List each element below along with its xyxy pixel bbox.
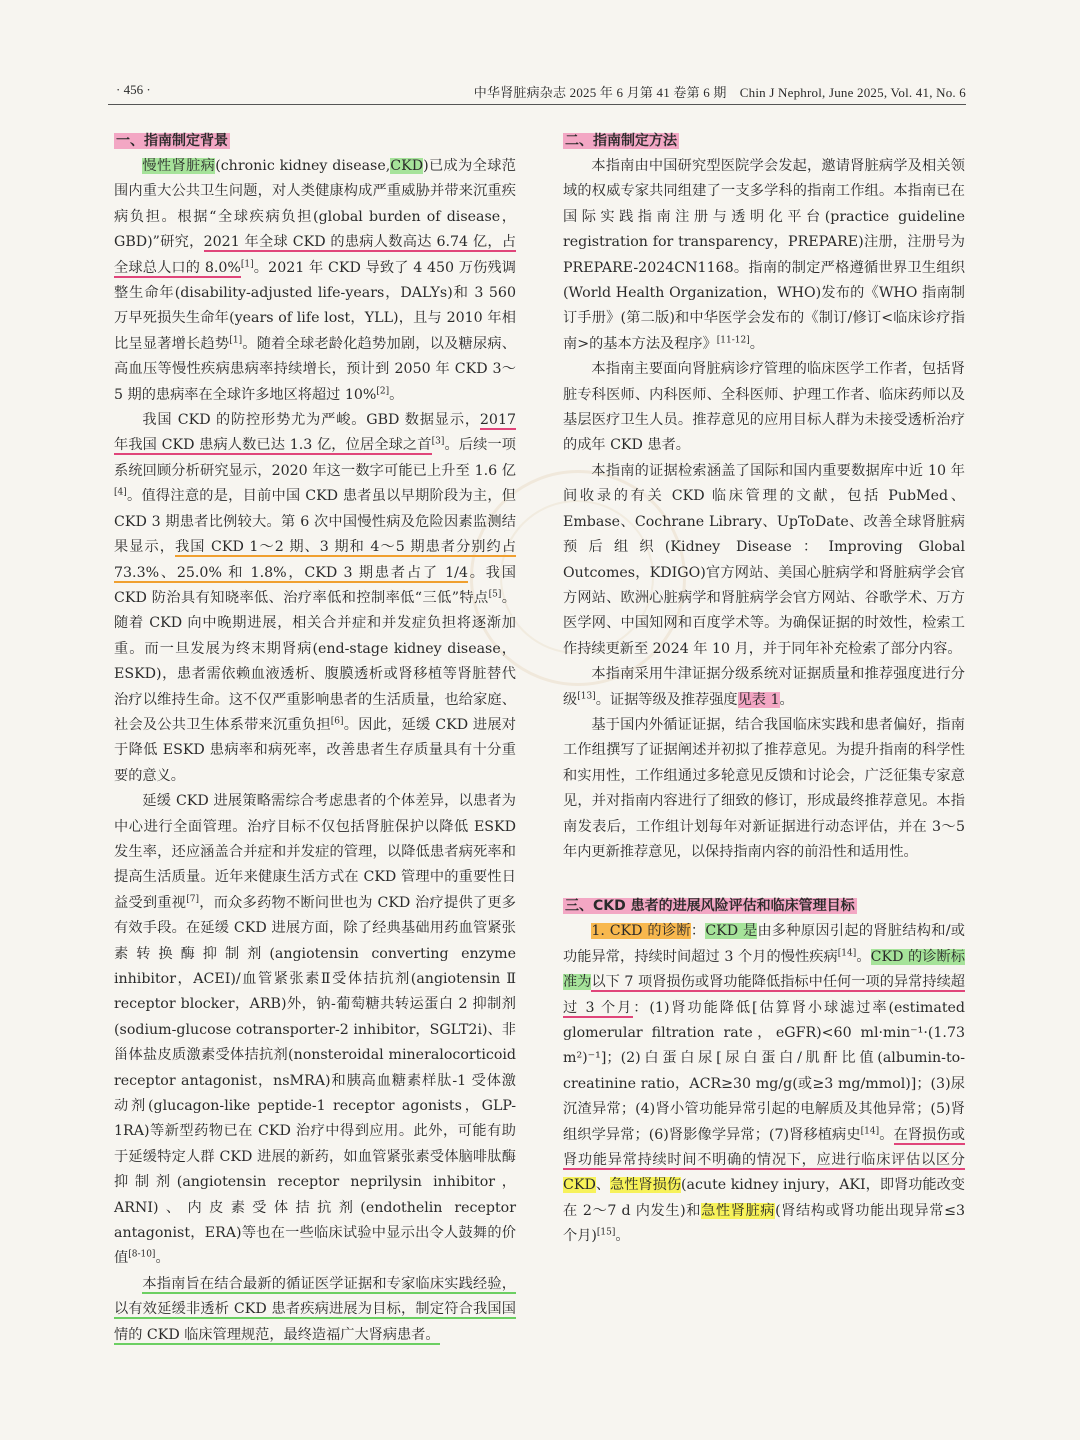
right-column <box>563 128 965 1250</box>
paragraph-progression-strategy: 延缓 CKD 进展策略需综合考虑患者的个体差异，以患者为中心进行全面管理。治疗目标不仅包括肾脏保护以降低 ESKD 发生率，还应涵盖合并症和并发症的管理，以降低患者病死率和提高生活质量。近年来健康生活方式在 CKD 管理中的重要性日益受到重视[7]，而众多药物不断问世也为 CKD 治疗提供了更多有效手段。在延缓 CKD 进展方面，除了经典基础用药血管紧张素转换酶抑制剂(angiotensin converting enzyme inhibitor，ACEI)/血管紧张素Ⅱ受体拮抗剂(angiotensin Ⅱ receptor blocker，ARB)外，钠-葡萄糖共转运蛋白 2 抑制剂(sodium-glucose cotransporter-2 inhibitor，SGLT2i)、非甾体盐皮质激素受体拮抗剂(nonsteroidal mineralocorticoid receptor antagonist，nsMRA)和胰高血糖素样肽-1 受体激动剂(glucagon-like peptide-1 receptor agonists，GLP-1RA)等新型药物已在 CKD 治疗中得到应用。此外，可能有助于延缓特定人群 CKD 进展的新药，如血管紧张素受体脑啡肽酶抑制剂(angiotensin receptor neprilysin inhibitor，ARNI)、内皮素受体拮抗剂(endothelin receptor antagonist，ERA)等也在一些临床试验中显示出令人鼓舞的价值[8-10]。 <box>114 793 516 1267</box>
paragraph-china-ckd: 我国 CKD 的防控形势尤为严峻。GBD 数据显示，2017 年我国 CKD 患病人数已达 1.3 亿，位居全球之首[3]。后续一项系统回顾分析研究显示，2020 年这一数字可能已上升至 1.6 亿[4]。值得注意的是，目前中国 CKD 患者虽以早期阶段为主，但 CKD 3 期患者比例较大。第 6 次中国慢性病及危险因素监测结果显示，我国 CKD 1～2 期、3 期和 4～5 期患者分别约占 73.3%、25.0% 和 1.8%，CKD 3 期患者占了 1/4。我国 CKD 防治具有知晓率低、治疗率低和控制率低“三低”特点[5]。随着 CKD 向中晚期进展，相关合并症和并发症负担将逐渐加重。而一旦发展为终末期肾病(end-stage kidney disease，ESKD)，患者需依赖血液透析、腹膜透析或肾移植等肾脏替代治疗以维持生命。这不仅严重影响患者的生活质量，也给家庭、社会及公共卫生体系带来沉重负担[6]。因此，延缓 CKD 进展对于降低 ESKD 患病率和病死率，改善患者生存质量具有十分重要的意义。 <box>114 412 516 784</box>
paragraph-grading: 本指南采用牛津证据分级系统对证据质量和推荐强度进行分级[13]。证据等级及推荐强度见表 1。 <box>563 666 965 708</box>
table-1-link[interactable]: 见表 1 <box>737 691 780 708</box>
paragraph-methods-intro: 本指南由中国研究型医院学会发起，邀请肾脏病学及相关领域的权威专家共同组建了一支多学科的指南工作组。本指南已在国际实践指南注册与透明化平台(practice guideline registration for transparency，PREPARE)注册，注册号为 PREPARE-2024CN1168。指南的制定严格遵循世界卫生组织(World Health Organization，WHO)发布的《WHO 指南制订手册》(第二版)和中华医学会发布的《制订/修订<临床诊疗指南>的基本方法及程序》[11-12]。 <box>563 158 965 352</box>
journal-citation: 中华肾脏病杂志 2025 年 6 月第 41 卷第 6 期 Chin J Nephrol, June 2025, Vol. 41, No. 6 <box>473 85 966 100</box>
page-number: · 456 · <box>116 82 151 97</box>
section-title-methods: 二、指南制定方法 <box>565 133 677 149</box>
paragraph-guideline-aim: 本指南旨在结合最新的循证医学证据和专家临床实践经验，以有效延缓非透析 CKD 患者疾病进展为目标，制定符合我国国情的 CKD 临床管理规范，最终造福广大肾病患者。 <box>114 1275 516 1343</box>
paragraph-evidence-search: 本指南的证据检索涵盖了国际和国内重要数据库中近 10 年间收录的有关 CKD 临床管理的文献，包括 PubMed、Embase、Cochrane Library、UpToDate、改善全球肾脏病预后组织(Kidney Disease：Improving Global Outcomes，KDIGO)官方网站、美国心脏病学和肾脏病学会官方网站、欧洲心脏病学和肾脏病学会官方网站、谷歌学术、万方医学网、中国知网和百度学术等。为确保证据的时效性，检索工作持续更新至 2024 年 10 月，并于同年补充检索了部分内容。 <box>563 462 965 657</box>
left-column <box>114 128 516 1348</box>
paragraph-ckd-diagnosis: 1. CKD 的诊断：CKD 是由多种原因引起的肾脏结构和/或功能异常，持续时间超过 3 个月的慢性疾病[14]。CKD 的诊断标准为以下 7 项肾损伤或肾功能降低指标中任何一项的异常持续超过 3 个月：(1)肾功能降低[估算肾小球滤过率(estimated glomerular filtration rate，eGFR)<60 ml·min⁻¹·(1.73 m²)⁻¹]；(2)白蛋白尿[尿白蛋白/肌酐比值(albumin-to-creatinine ratio，ACR≥30 mg/g(或≥3 mg/mmol)]；(3)尿沉渣异常；(4)肾小管功能异常引起的电解质及其他异常；(5)肾组织学异常；(6)肾影像学异常；(7)肾移植病史[14]。在肾损伤或肾功能异常持续时间不明确的情况下，应进行临床评估以区分CKD、急性肾损伤(acute kidney injury，AKI，即肾功能改变在 2～7 d 内发生)和急性肾脏病(肾结构或肾功能出现异常≤3 个月)[15]。 <box>563 923 965 1245</box>
paragraph-ckd-burden: 慢性肾脏病(chronic kidney disease,CKD)已成为全球范围内重大公共卫生问题，对人类健康构成严重威胁并带来沉重疾病负担。根据“全球疾病负担(global burden of disease，GBD)”研究，2021 年全球 CKD 的患病人数高达 6.74 亿，占全球总人口的 8.0%[1]。2021 年 CKD 导致了 4 450 万伤残调整生命年(disability-adjusted life-years，DALYs)和 3 560 万早死损失生命年(years of life lost，YLL)，且与 2010 年相比呈显著增长趋势[1]。随着全球老龄化趋势加剧，以及糖尿病、高血压等慢性疾病患病率持续增长，预计到 2050 年 CKD 3～5 期的患病率在全球许多地区将超过 10%[2]。 <box>114 158 516 403</box>
running-header <box>108 78 966 105</box>
paragraph-recommendation-process: 基于国内外循证证据，结合我国临床实践和患者偏好，指南工作组撰写了证据阐述并初拟了推荐意见。为提升指南的科学性和实用性，工作组通过多轮意见反馈和讨论会，广泛征集专家意见，并对指南内容进行了细致的修订，形成最终推荐意见。本指南发表后，工作组计划每年对新证据进行动态评估，并在 3～5 年内更新推荐意见，以保持指南内容的前沿性和适用性。 <box>563 716 965 860</box>
paragraph-audience: 本指南主要面向肾脏病诊疗管理的临床医学工作者，包括肾脏专科医师、内科医师、全科医师、护理工作者、临床药师以及基层医疗卫生人员。推荐意见的应用目标人群为未接受透析治疗的成年 CKD 患者。 <box>563 361 965 454</box>
section-title-risk-assessment: 三、CKD 患者的进展风险评估和临床管理目标 <box>565 898 855 915</box>
section-title-background: 一、指南制定背景 <box>116 133 228 149</box>
